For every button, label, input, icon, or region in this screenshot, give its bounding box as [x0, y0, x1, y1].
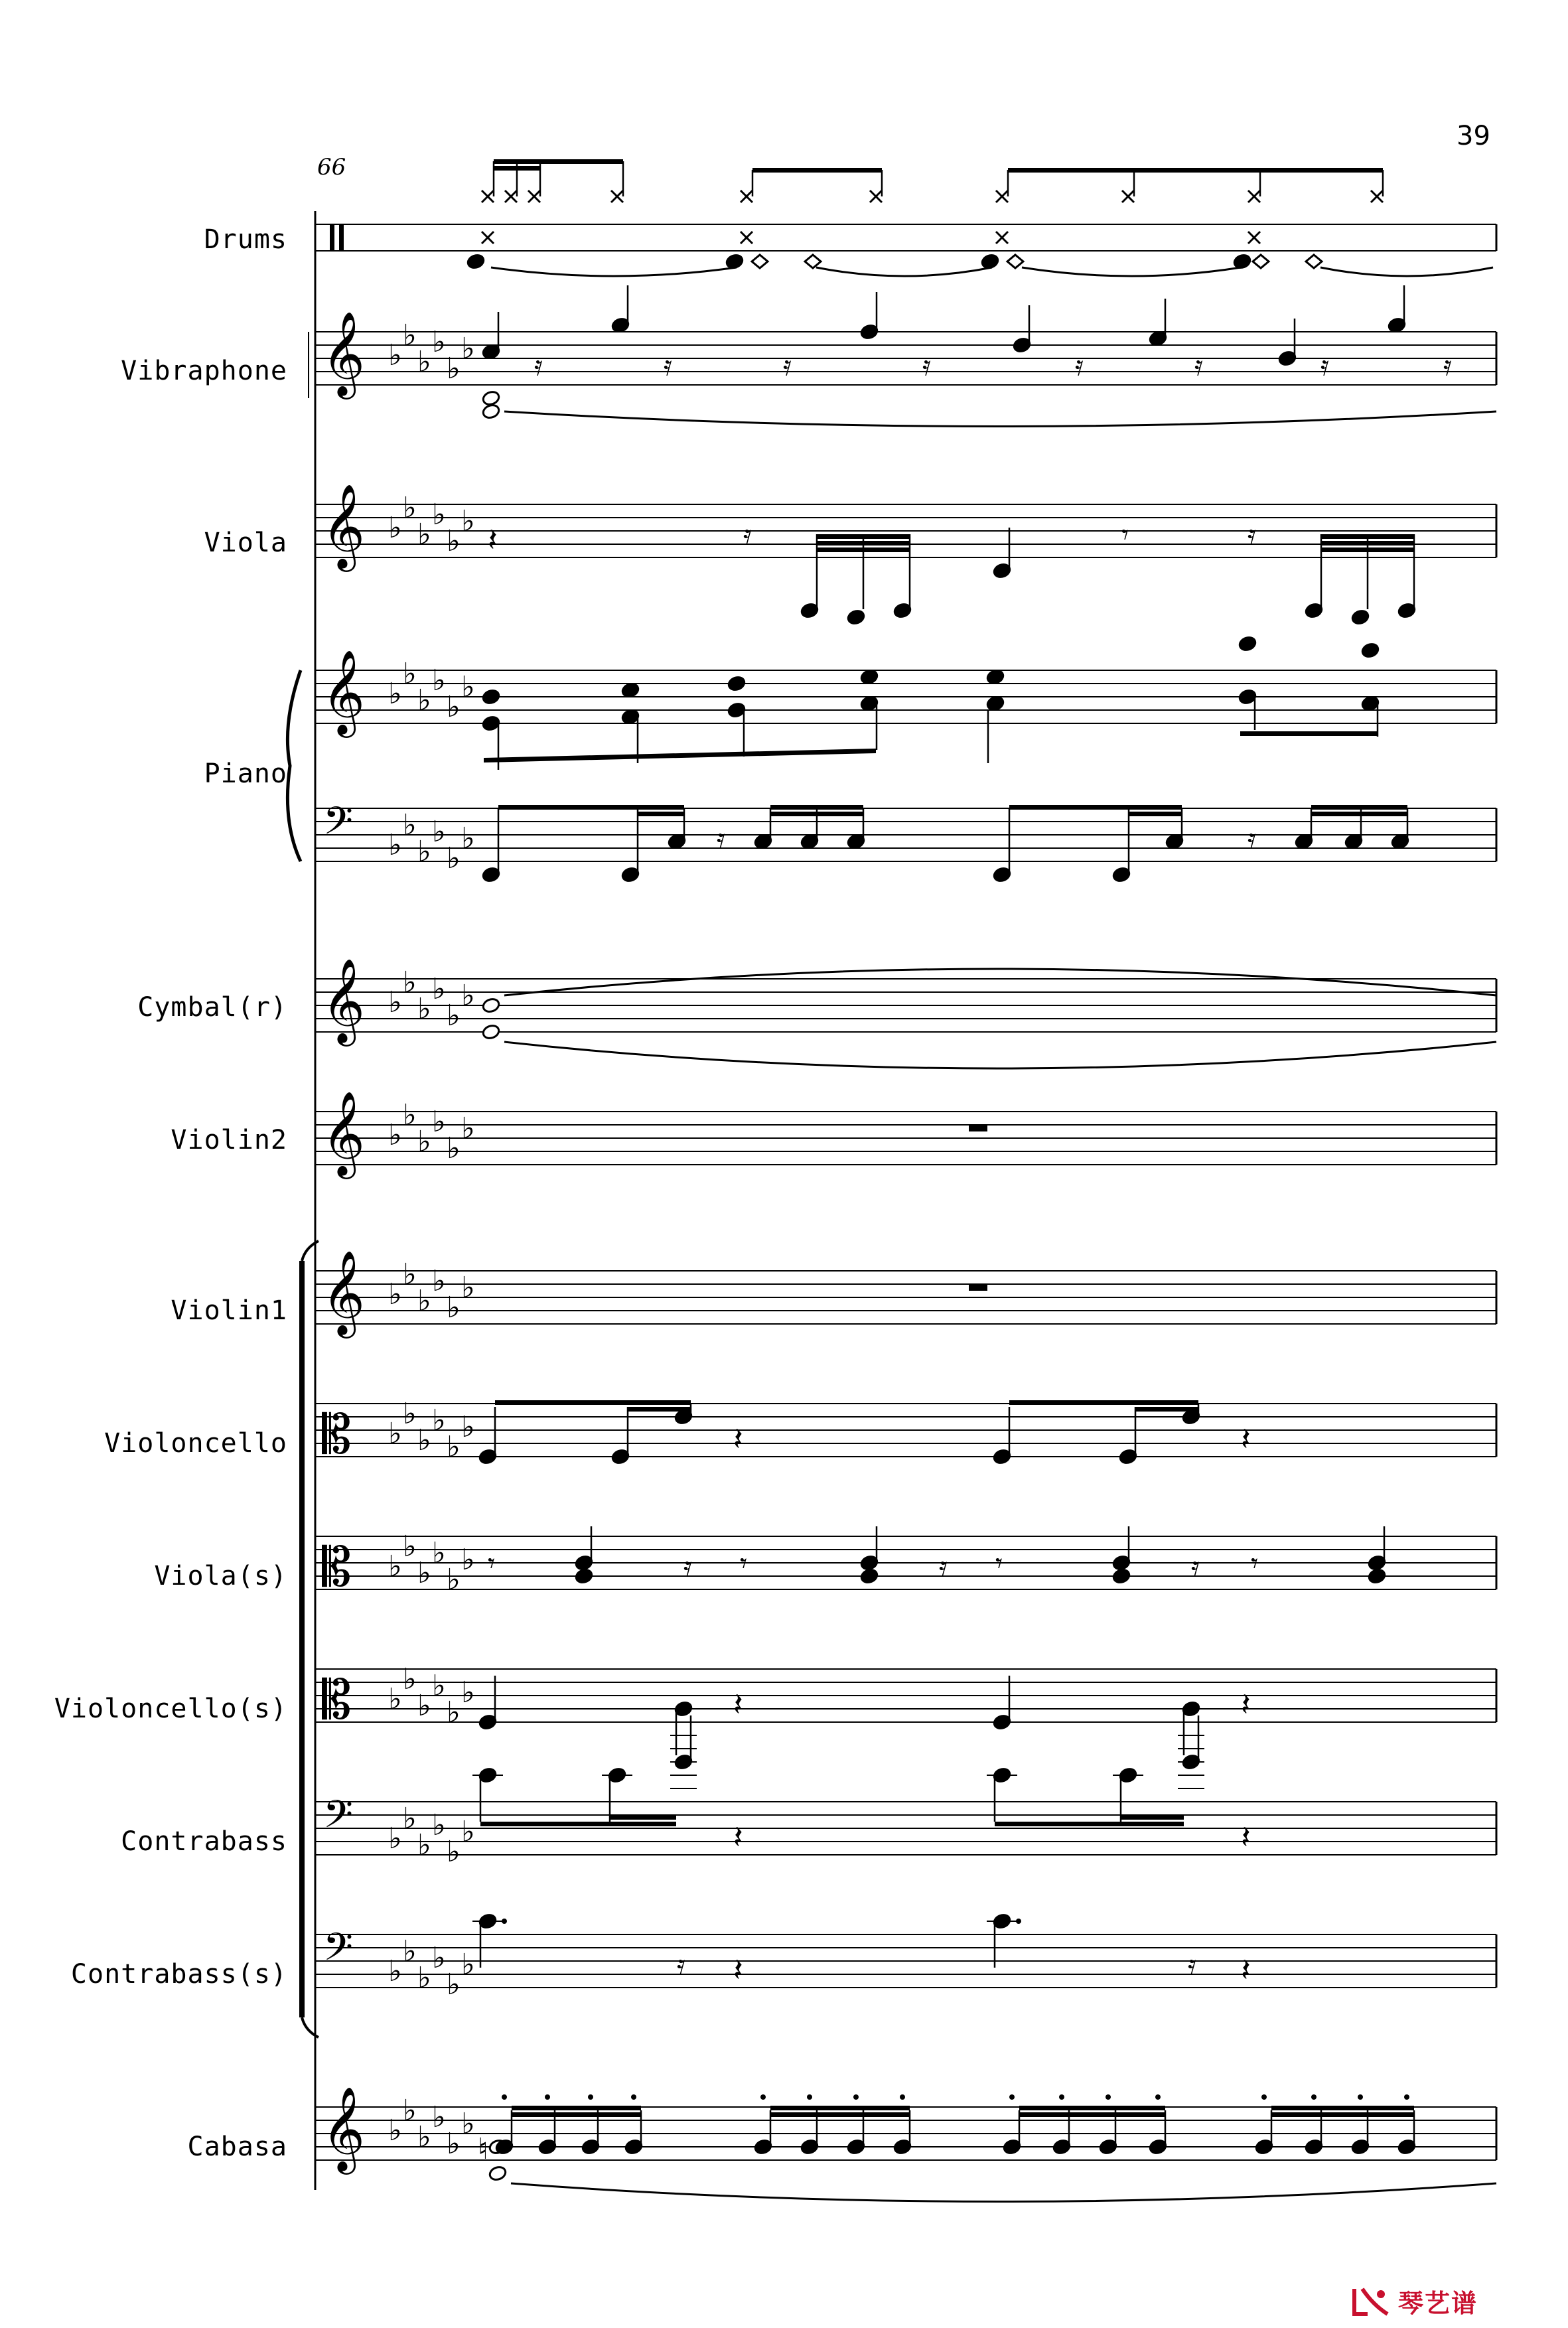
- flat-symbol: ♭: [432, 498, 446, 532]
- note-head: [1361, 642, 1380, 658]
- alto-clef: 𝄡: [322, 1404, 352, 1465]
- sixteenth-rest: 𝄿: [1443, 349, 1452, 382]
- flat-symbol: ♭: [403, 319, 417, 352]
- flat-symbol: ♭: [388, 828, 402, 862]
- tie: [511, 2183, 1496, 2202]
- label-cabasa: Cabasa: [187, 2132, 287, 2162]
- staccato-dot: [1105, 2094, 1111, 2100]
- flat-symbol: ♭: [432, 1808, 446, 1842]
- staccato-dot: [1358, 2094, 1363, 2100]
- percussion-clef: [330, 224, 334, 251]
- flat-symbol: ♭: [403, 657, 417, 691]
- sixteenth-rest: 𝄿: [683, 1550, 692, 1583]
- flat-symbol: ♭: [447, 1563, 461, 1597]
- beam: [1311, 805, 1407, 810]
- watermark-text: 琴艺谱: [1398, 2289, 1478, 2318]
- sixteenth-rest: 𝄿: [677, 1948, 685, 1981]
- flat-symbol: ♭: [417, 992, 431, 1026]
- note-head: [575, 1567, 594, 1584]
- flat-symbol: ♭: [388, 1682, 402, 1716]
- note-head: [482, 997, 501, 1013]
- whole-rest: [969, 1284, 987, 1291]
- staccato-dot: [1311, 2094, 1317, 2100]
- flat-symbol: ♭: [432, 815, 446, 849]
- treble-clef: 𝄞: [322, 483, 366, 568]
- label-piano: Piano: [204, 759, 287, 789]
- flat-symbol: ♭: [417, 684, 431, 717]
- flat-symbol: ♭: [403, 966, 417, 999]
- staccato-dot: [631, 2094, 636, 2100]
- note-head: [1368, 1567, 1387, 1584]
- beam: [1321, 541, 1414, 546]
- beam: [512, 2106, 641, 2110]
- note-head: [1351, 609, 1370, 625]
- staccato-dot: [545, 2094, 550, 2100]
- note-head: [727, 675, 747, 691]
- staccato-dot: [807, 2094, 812, 2100]
- flat-symbol: ♭: [388, 1954, 402, 1988]
- quarter-rest: 𝄽: [488, 522, 498, 559]
- tie: [1320, 267, 1493, 276]
- sixteenth-rest: 𝄿: [1247, 518, 1256, 551]
- flat-symbol: ♭: [403, 2094, 417, 2128]
- quarter-rest: 𝄽: [733, 1819, 743, 1856]
- beam: [484, 749, 876, 763]
- flat-symbol: ♭: [461, 1815, 475, 1849]
- flat-symbol: ♭: [417, 1556, 431, 1590]
- note-head: [488, 2165, 508, 2181]
- label-vibraphone: Vibraphone: [121, 356, 287, 386]
- beam: [628, 1407, 691, 1412]
- flat-symbol: ♭: [403, 808, 417, 842]
- flat-symbol: ♭: [417, 1125, 431, 1159]
- flat-symbol: ♭: [447, 999, 461, 1033]
- label-viola: Viola: [204, 528, 287, 558]
- tie: [504, 411, 1496, 427]
- flat-symbol: ♭: [388, 1822, 402, 1855]
- beam: [1321, 534, 1414, 539]
- sixteenth-rest: 𝄿: [1320, 349, 1329, 382]
- beam: [1019, 2106, 1165, 2110]
- quarter-rest: 𝄽: [1241, 1686, 1251, 1723]
- note-head: [986, 695, 1005, 711]
- sixteenth-rest: 𝄿: [743, 518, 752, 551]
- flat-symbol: ♭: [388, 1118, 402, 1152]
- note-head: [1238, 635, 1257, 652]
- sixteenth-rest: 𝄿: [922, 349, 931, 382]
- beam: [1008, 168, 1383, 173]
- tie: [504, 1042, 1496, 1068]
- note-head: [482, 1023, 501, 1040]
- flat-symbol: ♭: [432, 1404, 446, 1437]
- flat-symbol: ♭: [461, 1948, 475, 1982]
- sixteenth-rest: 𝄿: [1247, 822, 1256, 855]
- flat-symbol: ♭: [403, 1397, 417, 1431]
- flat-symbol: ♭: [461, 2107, 475, 2141]
- tie: [1022, 267, 1241, 276]
- staccato-dot: [1059, 2094, 1064, 2100]
- treble-clef: 𝄞: [322, 1090, 366, 1175]
- beam: [1129, 812, 1182, 816]
- flat-symbol: ♭: [388, 511, 402, 545]
- eighth-rest: 𝄾: [740, 1547, 748, 1579]
- beam: [995, 1822, 1184, 1826]
- piano-brace: [287, 670, 301, 861]
- flat-symbol: ♭: [461, 1676, 475, 1710]
- beam: [494, 166, 540, 171]
- staccato-dot: [1261, 2094, 1267, 2100]
- flat-symbol: ♭: [461, 1543, 475, 1577]
- staccato-dot: [502, 2094, 507, 2100]
- flat-symbol: ♭: [461, 1410, 475, 1444]
- label-cymbal: Cymbal(r): [137, 992, 287, 1023]
- beam: [1135, 1407, 1198, 1412]
- logo-icon: [1350, 2285, 1393, 2318]
- flat-symbol: ♭: [447, 1291, 461, 1325]
- flat-symbol: ♭: [388, 1417, 402, 1451]
- eighth-rest: 𝄾: [1121, 518, 1129, 551]
- beam: [817, 541, 910, 546]
- flat-symbol: ♭: [461, 504, 475, 538]
- flat-symbol: ♭: [447, 524, 461, 558]
- alto-clef: 𝄡: [322, 1669, 352, 1731]
- beam: [638, 812, 684, 816]
- diamond-note-head: [752, 255, 768, 268]
- flat-symbol: ♭: [432, 664, 446, 697]
- note-head: [860, 1567, 879, 1584]
- flat-symbol: ♭: [417, 1423, 431, 1457]
- beam: [1311, 812, 1407, 816]
- bass-clef: 𝄢: [323, 798, 354, 853]
- sixteenth-rest: 𝄿: [1188, 1948, 1196, 1981]
- flat-symbol: ♭: [432, 1105, 446, 1139]
- flat-symbol: ♭: [461, 1112, 475, 1145]
- flat-symbol: ♭: [403, 1802, 417, 1836]
- flat-symbol: ♭: [461, 670, 475, 704]
- beam: [770, 812, 863, 816]
- flat-symbol: ♭: [417, 2120, 431, 2154]
- flat-symbol: ♭: [403, 1098, 417, 1132]
- beam: [752, 168, 882, 173]
- beam: [480, 1822, 676, 1826]
- flat-symbol: ♭: [403, 1662, 417, 1696]
- label-viola-s: Viola(s): [154, 1561, 287, 1591]
- eighth-rest: 𝄾: [995, 1547, 1003, 1579]
- beam: [770, 2106, 910, 2110]
- note-head: [621, 682, 640, 698]
- sixteenth-rest: 𝄿: [1194, 349, 1203, 382]
- flat-symbol: ♭: [447, 1430, 461, 1464]
- flat-symbol: ♭: [417, 345, 431, 379]
- beam: [540, 159, 623, 164]
- sixteenth-rest: 𝄿: [717, 822, 725, 855]
- flat-symbol: ♭: [432, 1669, 446, 1703]
- treble-clef: 𝄞: [322, 958, 366, 1043]
- flat-symbol: ♭: [417, 1689, 431, 1723]
- flat-symbol: ♭: [461, 332, 475, 366]
- note-head: [482, 403, 501, 419]
- beam: [770, 2112, 910, 2117]
- label-violin2: Violin2: [171, 1125, 287, 1155]
- flat-symbol: ♭: [447, 690, 461, 724]
- flat-symbol: ♭: [403, 491, 417, 525]
- staccato-dot: [760, 2094, 766, 2100]
- beam: [1009, 805, 1182, 810]
- quarter-rest: 𝄽: [1241, 1952, 1251, 1989]
- treble-clef: 𝄞: [322, 649, 366, 734]
- sixteenth-rest: 𝄿: [664, 349, 672, 382]
- staccato-dot: [900, 2094, 905, 2100]
- natural-symbol: ♮: [478, 2132, 488, 2166]
- flat-symbol: ♭: [417, 518, 431, 551]
- sixteenth-rest: 𝄿: [783, 349, 792, 382]
- whole-rest: [969, 1125, 987, 1131]
- bass-clef: 𝄢: [323, 1925, 354, 1979]
- treble-clef: 𝄞: [322, 2086, 366, 2171]
- beam: [494, 159, 540, 164]
- tie: [491, 267, 737, 276]
- beam: [498, 805, 684, 810]
- flat-symbol: ♭: [417, 1284, 431, 1318]
- flat-symbol: ♭: [417, 1828, 431, 1862]
- note-head: [986, 668, 1005, 685]
- quarter-rest: 𝄽: [1241, 1819, 1251, 1856]
- beam: [1321, 547, 1414, 552]
- flat-symbol: ♭: [403, 1258, 417, 1291]
- alto-clef: 𝄡: [322, 1536, 352, 1598]
- flat-symbol: ♭: [447, 841, 461, 875]
- flat-symbol: ♭: [388, 985, 402, 1019]
- staccato-dot: [1155, 2094, 1161, 2100]
- beam: [1121, 1815, 1184, 1820]
- sixteenth-rest: 𝄿: [1191, 1550, 1200, 1583]
- staccato-dot: [853, 2094, 859, 2100]
- flat-symbol: ♭: [388, 677, 402, 711]
- label-contrabass: Contrabass: [121, 1826, 287, 1857]
- quarter-rest: 𝄽: [733, 1952, 743, 1989]
- label-violoncello-s: Violoncello(s): [54, 1694, 287, 1724]
- beam: [1019, 2112, 1165, 2117]
- flat-symbol: ♭: [432, 325, 446, 359]
- diamond-note-head: [1007, 255, 1023, 268]
- quarter-rest: 𝄽: [733, 1686, 743, 1723]
- staccato-dot: [588, 2094, 593, 2100]
- flat-symbol: ♭: [461, 1271, 475, 1305]
- treble-clef: 𝄞: [322, 1250, 366, 1335]
- flat-symbol: ♭: [461, 822, 475, 855]
- flat-symbol: ♭: [388, 338, 402, 372]
- flat-symbol: ♭: [403, 1934, 417, 1968]
- beam: [1271, 2106, 1414, 2110]
- beam: [495, 1400, 691, 1405]
- flat-symbol: ♭: [432, 2100, 446, 2134]
- note-head: [482, 688, 501, 705]
- beam: [610, 1815, 676, 1820]
- flat-symbol: ♭: [432, 1264, 446, 1298]
- watermark: [1350, 2283, 1478, 2319]
- sixteenth-rest: 𝄿: [939, 1550, 948, 1583]
- eighth-rest: 𝄾: [488, 1547, 496, 1579]
- flat-symbol: ♭: [461, 979, 475, 1013]
- sixteenth-rest: 𝄿: [534, 349, 543, 382]
- diamond-note-head: [1306, 255, 1322, 268]
- label-violin1: Violin1: [171, 1295, 287, 1326]
- tie: [816, 267, 992, 276]
- percussion-clef: [339, 224, 344, 251]
- flat-symbol: ♭: [432, 1941, 446, 1975]
- treble-clef: 𝄞: [322, 311, 366, 396]
- beam: [817, 534, 910, 539]
- flat-symbol: ♭: [432, 972, 446, 1006]
- diamond-note-head: [805, 255, 821, 268]
- note-head: [482, 390, 501, 406]
- flat-symbol: ♭: [417, 1961, 431, 1995]
- beam: [817, 547, 910, 552]
- flat-symbol: ♭: [403, 1530, 417, 1564]
- flat-symbol: ♭: [447, 1696, 461, 1729]
- flat-symbol: ♭: [388, 1277, 402, 1311]
- bass-clef: 𝄢: [323, 1792, 354, 1846]
- sixteenth-rest: 𝄿: [1075, 349, 1084, 382]
- flat-symbol: ♭: [447, 1131, 461, 1165]
- beam: [770, 805, 863, 810]
- flat-symbol: ♭: [447, 352, 461, 386]
- note-head: [847, 609, 866, 625]
- page-number: 39: [1457, 121, 1490, 151]
- label-violoncello: Violoncello: [104, 1428, 287, 1459]
- measure-number: 66: [317, 154, 346, 181]
- flat-symbol: ♭: [447, 1968, 461, 2001]
- flat-symbol: ♭: [388, 1550, 402, 1583]
- diamond-note-head: [1253, 255, 1269, 268]
- staccato-dot: [1404, 2094, 1409, 2100]
- label-contrabass-s: Contrabass(s): [70, 1959, 287, 1990]
- flat-symbol: ♭: [417, 835, 431, 869]
- flat-symbol: ♭: [447, 1835, 461, 1869]
- beam: [1240, 731, 1378, 736]
- staccato-dot: [1009, 2094, 1015, 2100]
- note-head: [466, 253, 486, 269]
- note-head: [1112, 1567, 1131, 1584]
- beam: [512, 2112, 641, 2117]
- flat-symbol: ♭: [388, 2114, 402, 2147]
- beam: [1271, 2112, 1414, 2117]
- eighth-rest: 𝄾: [1251, 1547, 1259, 1579]
- note-head: [860, 668, 879, 685]
- flat-symbol: ♭: [447, 2127, 461, 2161]
- quarter-rest: 𝄽: [733, 1421, 743, 1458]
- label-drums: Drums: [204, 224, 287, 255]
- flat-symbol: ♭: [432, 1536, 446, 1570]
- quarter-rest: 𝄽: [1241, 1421, 1251, 1458]
- beam: [1009, 1400, 1198, 1405]
